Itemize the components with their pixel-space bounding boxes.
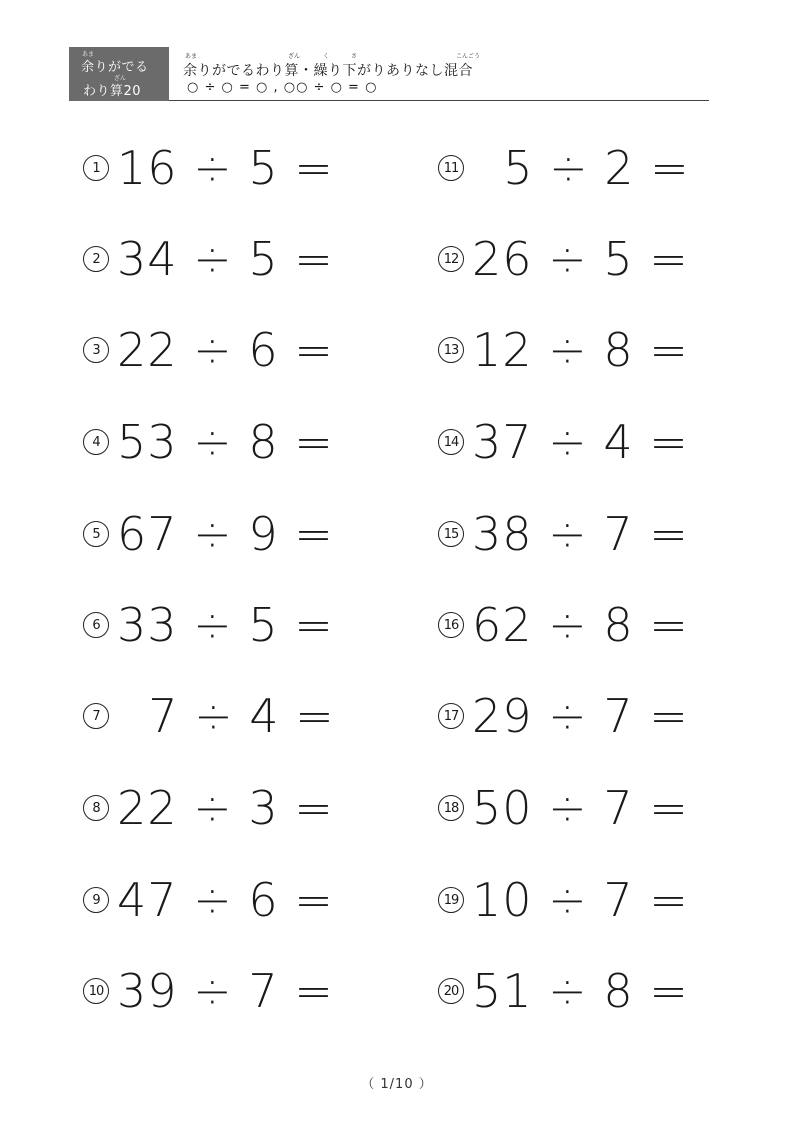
problem-item — [83, 778, 334, 838]
worksheet-subtitle: ○ ÷ ○ = ○ , ○○ ÷ ○ = ○ — [187, 80, 378, 95]
problem-item — [83, 686, 335, 746]
problem-number: 2 — [83, 246, 109, 272]
problem-expression: 38 ÷ 7 = — [472, 507, 689, 561]
problem-expression: 39 ÷ 7 = — [117, 964, 334, 1018]
problem-item — [83, 412, 334, 472]
problem-item — [438, 138, 690, 198]
problem-expression: 51 ÷ 8 = — [472, 964, 689, 1018]
problem-expression: 62 ÷ 8 = — [472, 598, 689, 652]
problem-expression: 47 ÷ 6 = — [117, 873, 334, 927]
problem-expression: 16 ÷ 5 = — [117, 141, 334, 195]
problem-item — [83, 229, 334, 289]
worksheet-badge — [69, 47, 169, 101]
problem-item — [438, 778, 689, 838]
problem-item — [83, 870, 334, 930]
problem-expression: 7 ÷ 4 = — [117, 689, 335, 743]
problem-number: 17 — [438, 703, 464, 729]
worksheet-title: 余りがでるわり算・繰り下がりありなし混合 — [183, 63, 473, 79]
problem-number: 13 — [438, 337, 464, 363]
title-ruby-zan: ざん — [288, 53, 301, 60]
problem-item — [438, 870, 689, 930]
problem-number: 15 — [438, 521, 464, 547]
problem-number: 12 — [438, 246, 464, 272]
problem-expression: 37 ÷ 4 = — [472, 415, 689, 469]
problem-item — [438, 229, 689, 289]
problem-item — [438, 412, 689, 472]
badge-ruby-zan: ざん — [114, 75, 127, 82]
problem-expression: 12 ÷ 8 = — [472, 323, 689, 377]
problem-item — [438, 961, 689, 1021]
problem-expression: 22 ÷ 6 = — [117, 323, 334, 377]
badge-line-2: わり算20 — [83, 84, 142, 99]
problem-item — [438, 504, 689, 564]
header-divider — [169, 100, 709, 101]
title-ruby-sa: さ — [351, 53, 358, 60]
problem-expression: 67 ÷ 9 = — [117, 507, 334, 561]
problem-item — [83, 504, 334, 564]
problem-expression: 53 ÷ 8 = — [117, 415, 334, 469]
badge-line-1: 余りがでる — [81, 60, 149, 75]
title-ruby-ama: あま — [185, 53, 198, 60]
problem-expression: 5 ÷ 2 = — [472, 141, 690, 195]
problem-expression: 22 ÷ 3 = — [117, 781, 334, 835]
problem-item — [438, 595, 689, 655]
title-ruby-ku: く — [323, 53, 330, 60]
problem-number: 5 — [83, 521, 109, 547]
problem-number: 18 — [438, 795, 464, 821]
problem-number: 4 — [83, 429, 109, 455]
problem-number: 10 — [83, 978, 109, 1004]
problem-item — [83, 961, 334, 1021]
problem-number: 6 — [83, 612, 109, 638]
problem-number: 20 — [438, 978, 464, 1004]
problem-number: 3 — [83, 337, 109, 363]
title-ruby-kongou: こんごう — [456, 53, 481, 60]
problem-number: 1 — [83, 155, 109, 181]
problem-expression: 10 ÷ 7 = — [472, 873, 689, 927]
problem-expression: 34 ÷ 5 = — [117, 232, 334, 286]
problem-item — [83, 138, 334, 198]
problem-number: 11 — [438, 155, 464, 181]
problem-number: 16 — [438, 612, 464, 638]
problem-expression: 26 ÷ 5 = — [472, 232, 689, 286]
worksheet-header — [69, 47, 709, 101]
problem-item — [438, 320, 689, 380]
problem-number: 19 — [438, 887, 464, 913]
problem-number: 7 — [83, 703, 109, 729]
problem-expression: 33 ÷ 5 = — [117, 598, 334, 652]
problem-item — [83, 320, 334, 380]
problem-number: 9 — [83, 887, 109, 913]
problem-expression: 29 ÷ 7 = — [472, 689, 689, 743]
problem-number: 14 — [438, 429, 464, 455]
problem-item — [83, 595, 334, 655]
problem-item — [438, 686, 689, 746]
problem-expression: 50 ÷ 7 = — [472, 781, 689, 835]
page-number: （ 1/10 ） — [361, 1077, 433, 1092]
badge-ruby-ama: あま — [82, 51, 95, 58]
problem-number: 8 — [83, 795, 109, 821]
